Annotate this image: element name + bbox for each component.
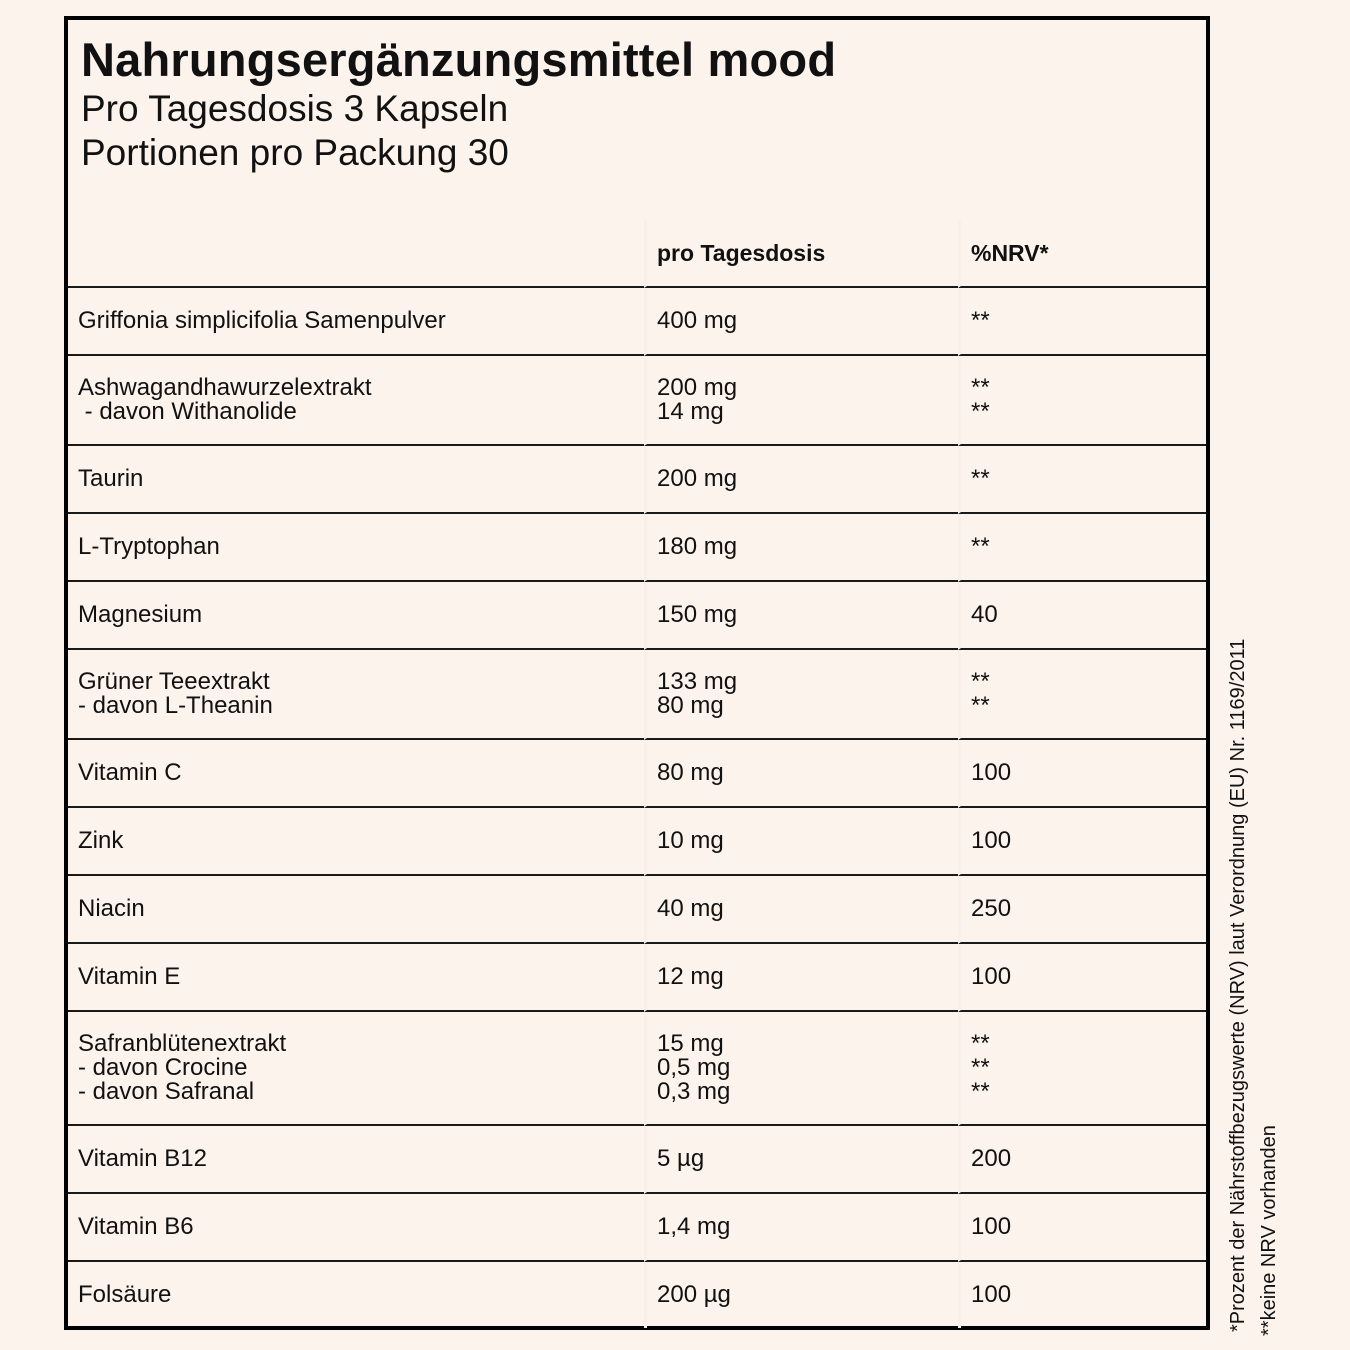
- ingredient-cell: [68, 808, 644, 876]
- ingredient-cell-line: Magnesium: [78, 601, 203, 628]
- nrv-cell-line: 100: [971, 963, 1012, 990]
- ingredient-cell-line: Zink: [78, 827, 124, 854]
- daily-dose-info: Pro Tagesdosis 3 Kapseln: [81, 88, 509, 129]
- dose-cell: [644, 808, 958, 876]
- dose-cell: [644, 876, 958, 944]
- product-title: Nahrungsergänzungsmittel mood: [81, 33, 837, 86]
- dose-cell: [644, 944, 958, 1012]
- dose-cell-line: 400 mg: [657, 307, 738, 334]
- dose-cell: [644, 356, 958, 446]
- nrv-cell-line: **: [971, 1054, 990, 1081]
- nrv-cell-line: **: [971, 465, 990, 492]
- nrv-cell: [958, 944, 1206, 1012]
- nrv-cell: [958, 446, 1206, 514]
- table-row: [68, 288, 1206, 356]
- table-body: [68, 288, 1206, 1328]
- nrv-cell: [958, 808, 1206, 876]
- nrv-cell-line: 100: [971, 1213, 1012, 1240]
- ingredient-cell-line: - davon Withanolide: [78, 398, 297, 425]
- table-row: [68, 1194, 1206, 1262]
- table-row: [68, 1262, 1206, 1328]
- dose-cell-line: 80 mg: [657, 692, 724, 719]
- table-row: [68, 944, 1206, 1012]
- dose-cell: [644, 1012, 958, 1126]
- dose-cell-line: 133 mg: [657, 668, 738, 695]
- ingredient-cell-line: Griffonia simplicifolia Samenpulver: [78, 307, 446, 334]
- nrv-cell: [958, 1194, 1206, 1262]
- nutrition-table: [68, 220, 1206, 1328]
- ingredient-cell-line: - davon Safranal: [78, 1078, 255, 1105]
- dose-cell: [644, 1194, 958, 1262]
- dose-cell: [644, 514, 958, 582]
- footnote-no-nrv: **keine NRV vorhanden: [1258, 1125, 1280, 1336]
- dose-cell: [644, 650, 958, 740]
- nrv-cell: [958, 582, 1206, 650]
- column-header-dose: pro Tagesdosis: [644, 220, 958, 288]
- dose-cell: [644, 288, 958, 356]
- nrv-cell-line: **: [971, 692, 990, 719]
- ingredient-cell-line: Vitamin B12: [78, 1145, 207, 1172]
- table-row: [68, 446, 1206, 514]
- dose-cell-line: 200 mg: [657, 465, 738, 492]
- nrv-cell: [958, 740, 1206, 808]
- dose-cell-line: 14 mg: [657, 398, 724, 425]
- dose-cell-line: 40 mg: [657, 895, 724, 922]
- ingredient-cell-line: - davon L-Theanin: [78, 692, 273, 719]
- ingredient-cell: [68, 446, 644, 514]
- ingredient-cell: [68, 650, 644, 740]
- dose-cell-line: 150 mg: [657, 601, 738, 628]
- ingredient-cell-line: Safranblütenextrakt: [78, 1030, 287, 1057]
- dose-cell-line: 10 mg: [657, 827, 724, 854]
- dose-cell-line: 1,4 mg: [657, 1213, 731, 1240]
- table-row: [68, 1012, 1206, 1126]
- table-row: [68, 876, 1206, 944]
- ingredient-cell-line: Vitamin E: [78, 963, 181, 990]
- table-row: [68, 1126, 1206, 1194]
- column-header-nrv: %NRV*: [958, 220, 1206, 288]
- dose-cell: [644, 446, 958, 514]
- ingredient-cell-line: Vitamin B6: [78, 1213, 194, 1240]
- dose-cell-line: 200 µg: [657, 1281, 731, 1308]
- nrv-cell: [958, 1012, 1206, 1126]
- ingredient-cell: [68, 876, 644, 944]
- table-row: [68, 514, 1206, 582]
- nrv-cell: [958, 650, 1206, 740]
- dose-cell-line: 15 mg: [657, 1030, 724, 1057]
- dose-cell-line: 0,3 mg: [657, 1078, 731, 1105]
- nrv-cell: [958, 1262, 1206, 1328]
- nrv-cell-line: **: [971, 374, 990, 401]
- dose-cell-line: 80 mg: [657, 759, 724, 786]
- nrv-cell: [958, 288, 1206, 356]
- ingredient-cell: [68, 1012, 644, 1126]
- ingredient-cell: [68, 582, 644, 650]
- ingredient-cell: [68, 1262, 644, 1328]
- ingredient-cell: [68, 740, 644, 808]
- ingredient-cell: [68, 1126, 644, 1194]
- nrv-cell-line: 100: [971, 759, 1012, 786]
- dose-cell: [644, 740, 958, 808]
- nrv-cell-line: 250: [971, 895, 1012, 922]
- nrv-cell-line: 40: [971, 601, 998, 628]
- nrv-cell-line: **: [971, 668, 990, 695]
- ingredient-cell-line: L-Tryptophan: [78, 533, 220, 560]
- servings-info: Portionen pro Packung 30: [81, 132, 509, 173]
- dose-cell-line: 0,5 mg: [657, 1054, 731, 1081]
- table-header-row: [68, 220, 1206, 288]
- ingredient-cell-line: Taurin: [78, 465, 144, 492]
- dose-cell-line: 180 mg: [657, 533, 738, 560]
- nrv-cell: [958, 356, 1206, 446]
- ingredient-cell: [68, 514, 644, 582]
- table-row: [68, 650, 1206, 740]
- dose-cell-line: 12 mg: [657, 963, 724, 990]
- nrv-cell: [958, 1126, 1206, 1194]
- footnote-nrv: *Prozent der Nährstoffbezugswerte (NRV) laut Verordnung (EU) Nr. 1169/2011: [1227, 638, 1249, 1332]
- dose-cell: [644, 582, 958, 650]
- ingredient-cell-line: Vitamin C: [78, 759, 182, 786]
- nrv-cell-line: **: [971, 1078, 990, 1105]
- table-row: [68, 740, 1206, 808]
- table-row: [68, 356, 1206, 446]
- dose-cell: [644, 1262, 958, 1328]
- dose-cell-line: 200 mg: [657, 374, 738, 401]
- ingredient-cell-line: - davon Crocine: [78, 1054, 248, 1081]
- nutrition-facts-panel: [64, 16, 1210, 1330]
- ingredient-cell: [68, 944, 644, 1012]
- nrv-cell: [958, 514, 1206, 582]
- nrv-cell-line: **: [971, 533, 990, 560]
- dose-cell: [644, 1126, 958, 1194]
- ingredient-cell-line: Ashwagandhawurzelextrakt: [78, 374, 372, 401]
- nrv-cell-line: 100: [971, 1281, 1012, 1308]
- dose-cell-line: 5 µg: [657, 1145, 705, 1172]
- ingredient-cell-line: Niacin: [78, 895, 145, 922]
- nrv-cell: [958, 876, 1206, 944]
- nrv-cell-line: 100: [971, 827, 1012, 854]
- nrv-cell-line: **: [971, 307, 990, 334]
- column-header-ingredient: [68, 220, 644, 288]
- ingredient-cell-line: Folsäure: [78, 1281, 172, 1308]
- ingredient-cell: [68, 288, 644, 356]
- ingredient-cell: [68, 1194, 644, 1262]
- nrv-cell-line: 200: [971, 1145, 1012, 1172]
- table-row: [68, 808, 1206, 876]
- nrv-cell-line: **: [971, 398, 990, 425]
- ingredient-cell: [68, 356, 644, 446]
- nrv-cell-line: **: [971, 1030, 990, 1057]
- table-row: [68, 582, 1206, 650]
- ingredient-cell-line: Grüner Teeextrakt: [78, 668, 270, 695]
